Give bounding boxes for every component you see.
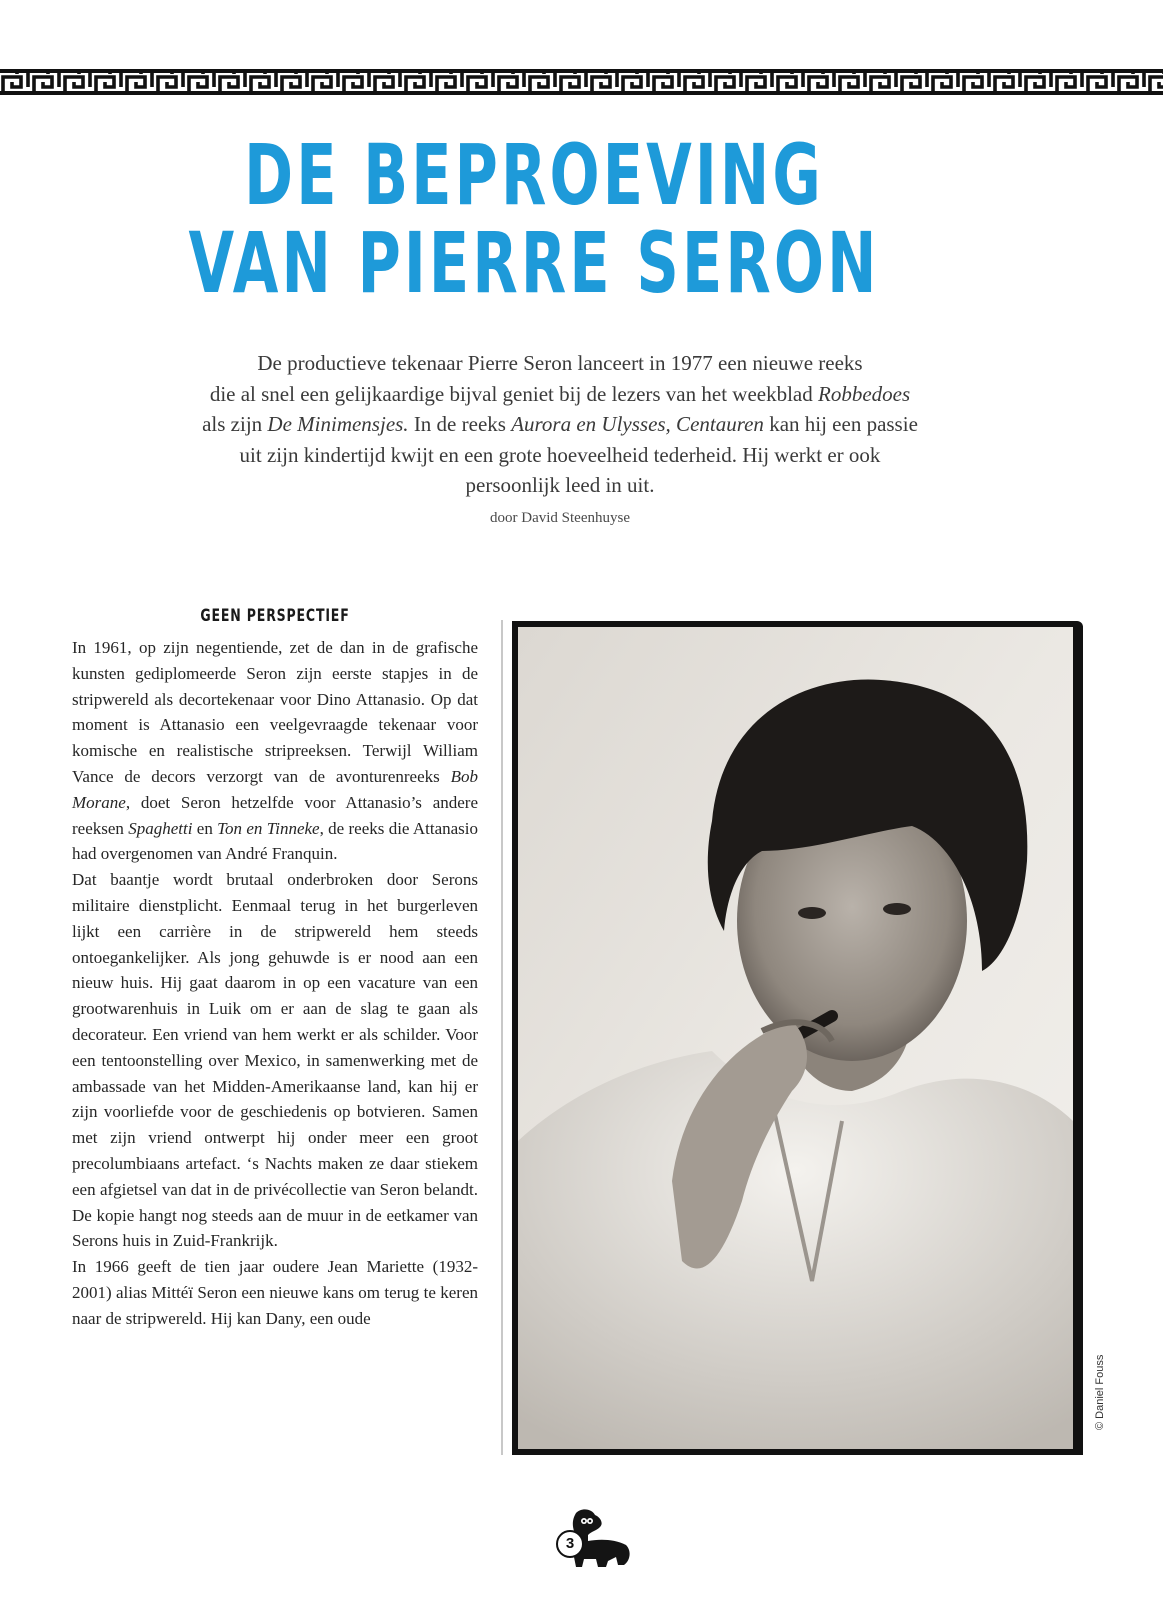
lede-italic-title: Aurora en Ulysses, Centauren [511,412,764,436]
lede-line [60,379,1060,410]
lede-line [60,409,1060,440]
article-text: Dat baantje wordt brutaal onderbroken door Serons militaire dienstplicht. Eenmaal terug in het burgerleven lijkt een carrière in de stripwereld hem steeds ontoegankelijker. Als jong gehuwde is er nood aan een nieuw huis. Hij gaat daarom in op een vacature van een grootwarenhuis in Luik om er aan de slag te gaan als decorateur. Een vriend van hem werkt er als schilder. Voor een tentoonstelling over Mexico, in samenwerking met de ambassade van het Midden-Amerikaanse land, kan hij er zijn voorliefde voor de geschiedenis op botvieren. Samen met zijn vriend ontwerpt hij onder meer een groot precolumbiaans artefact. ‘s Nachts maken ze daar stiekem een afgietsel van dat in de privécollectie van Seron belandt. De kopie hangt nog steeds aan de muur in de eetkamer van Serons huis in Zuid-Frankrijk. [72,870,478,1251]
portrait-photo [512,621,1083,1455]
lede-line [60,470,1060,501]
article-text: In 1961, op zijn negentiende, zet de dan in de grafische kunsten gediplomeerde Seron zijn eerste stapjes in de stripwereld als decortekenaar voor Dino Attanasio. Op dat moment is Attanasio een veelgevraagde tekenaar voor komische en realistische stripreeksen. Terwijl William Vance de decors verzorgt van de avonturenreeks [72,638,478,786]
portrait-photo-image [512,621,1083,1455]
byline: door David Steenhuyse [490,510,630,526]
lede-text: uit zijn kindertijd kwijt en een grote hoeveelheid tederheid. Hij werkt er ook [239,442,881,467]
article-text: en [192,818,218,838]
lede-intro [60,348,1060,501]
page-number-badge: 3 [556,1530,584,1558]
lede-text: kan hij een passie [763,412,918,436]
lede-text: die al snel een gelijkaardige bijval geniet bij de lezers van het weekblad [209,381,818,406]
article-text: , doet Seron hetzelfde voor Attanasio’s andere reeksen [72,792,478,838]
page-title-line-1: DE BEPROEVING [244,126,824,224]
article-paragraph [72,635,478,867]
greek-key-border [0,68,1163,96]
article-italic-title: Ton en Tinneke [217,818,320,838]
lede-text: In de reeks [408,412,512,436]
article-paragraph [72,1254,478,1331]
lede-text: persoonlijk leed in uit. [465,473,655,497]
column-divider [501,620,503,1455]
article-italic-title: Bob Morane [72,766,478,812]
lede-italic-title: Robbedoes [818,381,911,406]
lede-italic-title: De Minimensjes. [267,412,409,436]
photo-credit: © Daniel Fouss [1094,1354,1106,1430]
article-paragraph [72,867,478,1254]
article-text: , de reeks die Attanasio had overgenomen van André Franquin. [72,818,478,864]
lede-line [60,440,1060,471]
page-title-line-2: VAN PIERRE SERON [188,214,880,312]
article-text: In 1966 geeft de tien jaar oudere Jean Mariette (1932-2001) alias Mittéï Seron een nieuwe kans om terug te keren naar de stripwereld. Hij kan Dany, een oude [72,1257,478,1328]
lede-text: als zijn [202,412,268,436]
lede-text: De productieve tekenaar Pierre Seron lanceert in 1977 een nieuwe reeks [257,351,863,375]
lede-line [60,348,1060,379]
article-italic-title: Spaghetti [128,818,193,838]
article-body [72,635,478,1332]
section-heading: GEEN PERSPECTIEF [200,606,350,626]
